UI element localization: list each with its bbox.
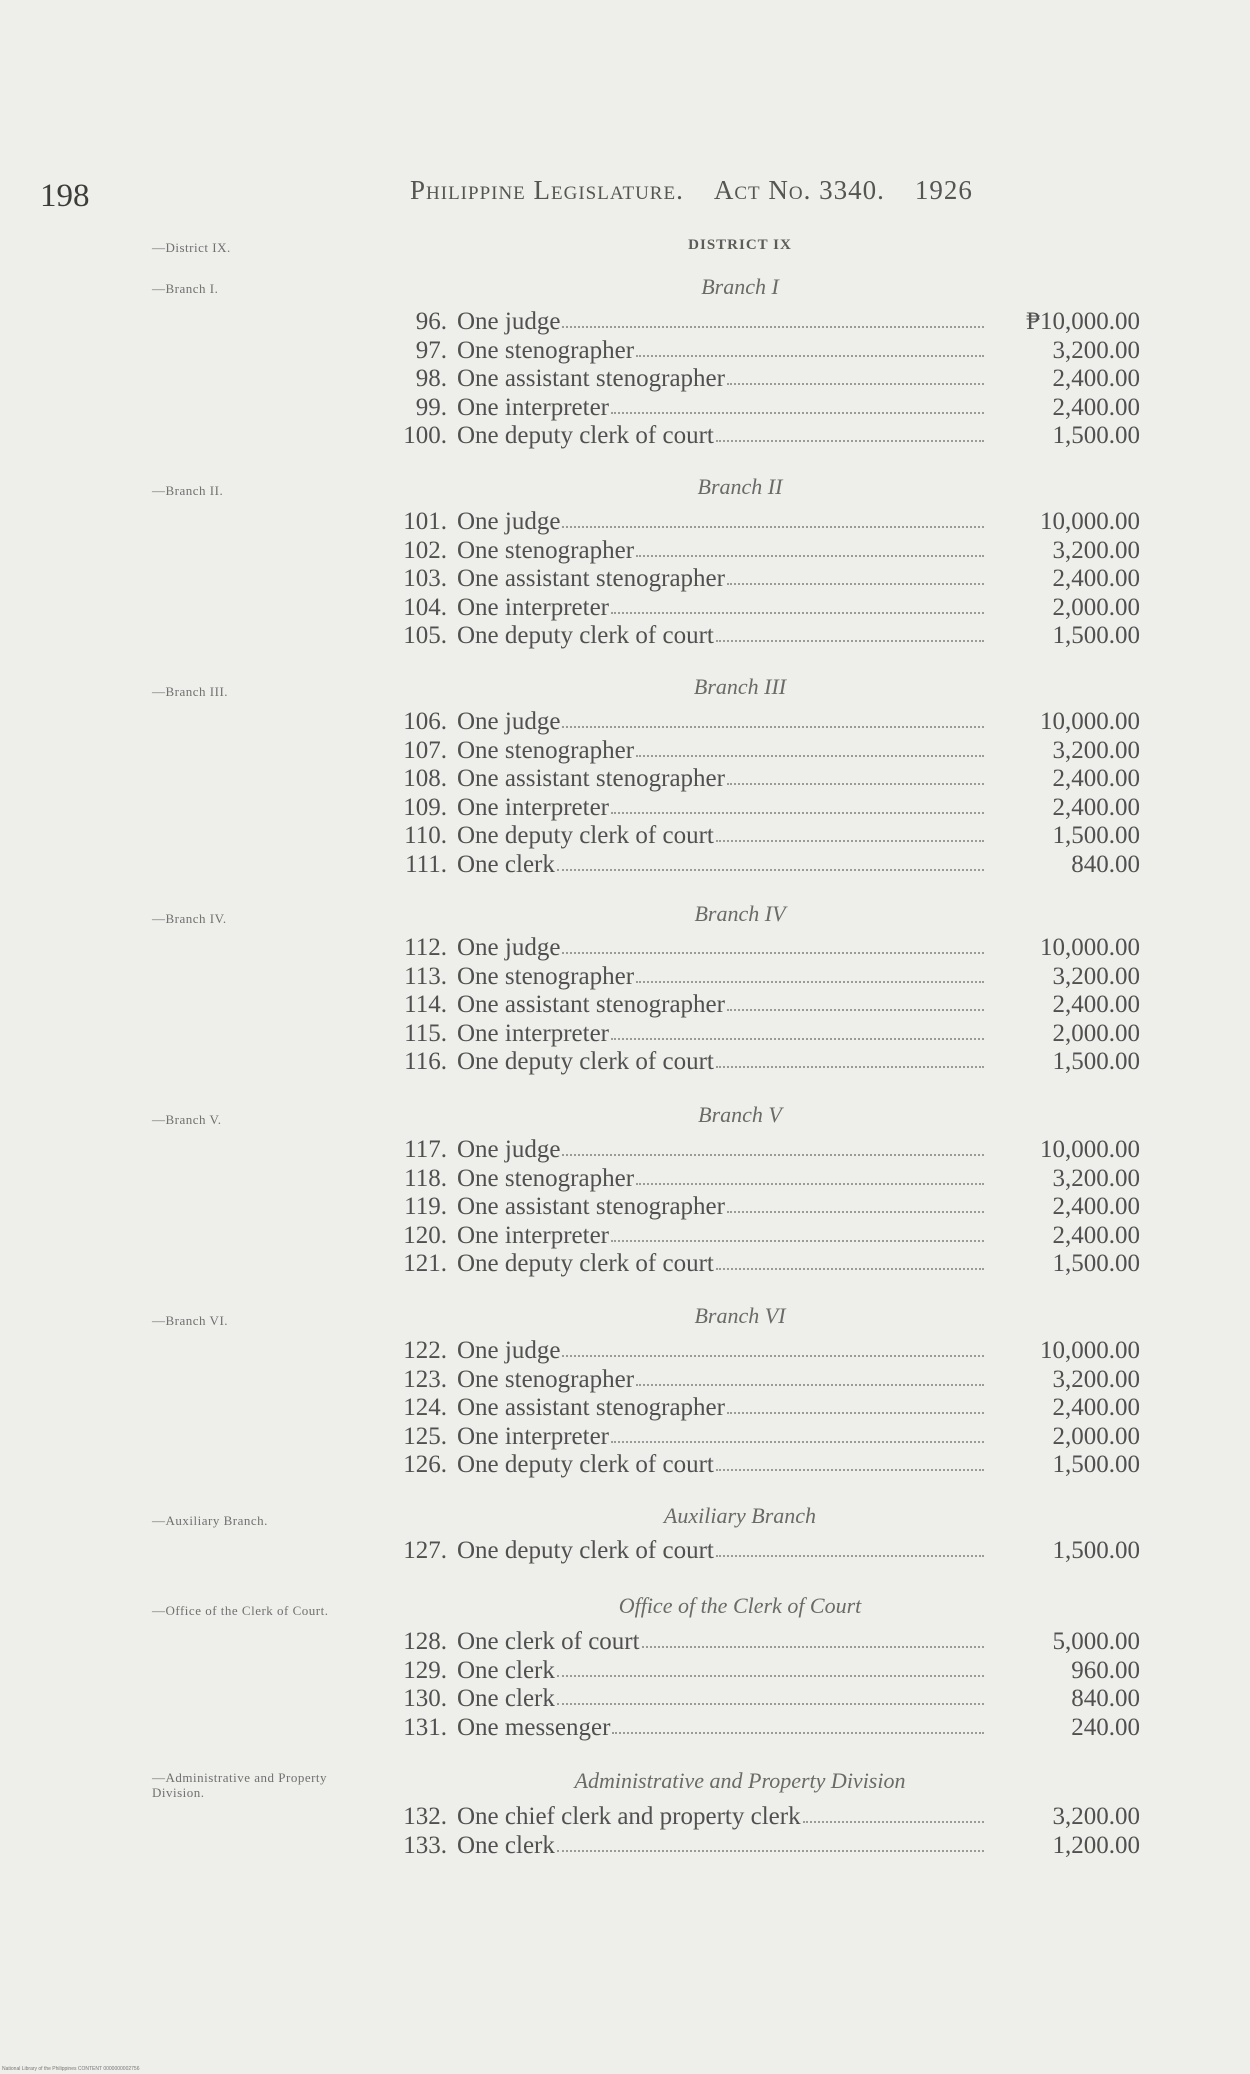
position-row [380,737,1140,766]
position-title: One assistant stenographer [457,565,725,592]
salary-amount: 2,400.00 [1052,793,1140,821]
dot-leader [562,1144,984,1156]
salary-amount: 1,500.00 [1052,1451,1140,1478]
position-title: One deputy clerk of court [457,1451,714,1478]
position-title: One interpreter [457,1422,610,1450]
salary-amount: 1,500.00 [1052,622,1140,649]
position-row [380,1657,1140,1686]
salary-amount: 2,400.00 [1052,1221,1140,1249]
item-number: 106. [403,708,447,735]
position-row [380,708,1140,737]
position-row [380,822,1140,851]
scan-footer: National Library of the Philippines CONTENT 0000000002756 [2,2066,140,2072]
position-title: One interpreter [457,1221,610,1249]
item-number: 118. [404,1164,447,1192]
position-title: One stenographer [457,336,635,364]
salary-amount: 2,000.00 [1052,1422,1140,1450]
position-row [380,365,1140,394]
margin-note: —Branch VI. [152,1313,229,1328]
position-title: One interpreter [457,393,610,421]
position-title: One stenographer [457,736,635,764]
position-row [380,1685,1140,1714]
salary-amount: 2,400.00 [1052,991,1140,1018]
salary-amount: 2,000.00 [1052,1019,1140,1047]
salary-amount: 10,000.00 [1040,1136,1140,1163]
item-number: 108. [403,765,447,792]
position-title: One deputy clerk of court [457,1048,714,1075]
item-number: 98. [415,365,447,392]
position-title: One judge [457,508,561,535]
position-row [380,765,1140,794]
position-row [380,1394,1140,1423]
salary-amount: 240.00 [1071,1713,1140,1741]
margin-note: —Branch IV. [152,911,227,926]
item-number: 117. [404,1136,447,1163]
dot-leader [716,1545,984,1557]
item-number: 116. [404,1048,447,1075]
dot-leader [611,402,984,414]
position-row [380,1628,1140,1657]
section-heading: Office of the Clerk of Court [618,1593,862,1618]
section-heading: Branch I [701,274,779,299]
margin-note: —Office of the Clerk of Court. [152,1603,329,1618]
position-title: One clerk of court [457,1628,640,1655]
item-number: 128. [403,1628,447,1655]
item-number: 130. [403,1685,447,1712]
margin-note: —Branch II. [152,483,224,498]
dot-leader [562,942,984,954]
item-number: 122. [403,1337,447,1364]
item-number: 125. [403,1422,447,1450]
item-number: 132. [403,1803,447,1830]
item-number: 114. [404,991,447,1018]
dot-leader [727,573,984,585]
position-list [380,1537,1140,1566]
salary-amount: 1,500.00 [1052,1048,1140,1075]
position-title: One judge [457,934,561,961]
item-number: 109. [403,793,447,821]
running-head-act: Act No. 3340. [713,175,885,205]
position-title: One assistant stenographer [457,1394,725,1421]
position-title: One assistant stenographer [457,1193,725,1220]
dot-leader [562,516,984,528]
position-title: One assistant stenographer [457,365,725,392]
dot-leader [716,630,984,642]
salary-amount: 1,500.00 [1052,1250,1140,1277]
position-row [380,963,1140,992]
position-title: One deputy clerk of court [457,1537,714,1564]
dot-leader [727,1402,984,1414]
item-number: 133. [403,1831,447,1859]
position-row [380,1020,1140,1049]
item-number: 101. [403,508,447,535]
salary-amount: 10,000.00 [1040,1337,1140,1364]
position-row [380,337,1140,366]
section-heading: Administrative and Property Division [574,1768,906,1793]
section-heading: Branch II [697,474,783,499]
item-number: 112. [404,934,447,961]
salary-amount: 3,200.00 [1052,736,1140,764]
dot-leader [727,373,984,385]
salary-amount: 1,500.00 [1052,422,1140,449]
salary-amount: 2,400.00 [1052,565,1140,592]
dot-leader [727,773,984,785]
salary-amount: 10,000.00 [1040,708,1140,735]
salary-amount: 5,000.00 [1052,1628,1140,1655]
dot-leader [611,1028,984,1040]
salary-amount: ₱10,000.00 [1026,308,1140,335]
position-title: One interpreter [457,593,610,621]
position-title: One clerk [457,1656,555,1684]
position-list [380,708,1140,879]
item-number: 131. [403,1713,447,1741]
salary-amount: 10,000.00 [1040,508,1140,535]
position-row [380,1714,1140,1743]
position-title: One clerk [457,850,555,878]
position-list [380,1337,1140,1480]
item-number: 129. [403,1656,447,1684]
position-title: One assistant stenographer [457,765,725,792]
section-heading: DISTRICT IX [688,237,792,253]
dot-leader [557,859,984,871]
salary-amount: 3,200.00 [1052,1365,1140,1393]
item-number: 96. [415,308,447,335]
margin-note: —Branch V. [152,1112,222,1127]
position-list [380,308,1140,451]
dot-leader [611,802,984,814]
position-row [380,1193,1140,1222]
item-number: 111. [405,850,447,878]
item-number: 104. [403,593,447,621]
position-row [380,851,1140,880]
margin-note: —Branch III. [152,684,229,699]
position-title: One judge [457,1337,561,1364]
item-number: 119. [404,1193,447,1220]
item-number: 115. [404,1019,447,1047]
running-head-year: 1926 [914,175,973,205]
position-row [380,934,1140,963]
item-number: 100. [403,422,447,449]
position-list [380,1803,1140,1860]
dot-leader [727,999,984,1011]
item-number: 110. [404,822,447,849]
position-row [380,1451,1140,1480]
position-row [380,1250,1140,1279]
margin-note: —Branch I. [152,281,219,296]
dot-leader [716,830,984,842]
item-number: 103. [403,565,447,592]
salary-amount: 2,400.00 [1052,1394,1140,1421]
position-title: One assistant stenographer [457,991,725,1018]
position-row [380,1222,1140,1251]
position-row [380,1832,1140,1861]
salary-amount: 1,200.00 [1052,1831,1140,1859]
dot-leader [562,1345,984,1357]
dot-leader [611,1230,984,1242]
dot-leader [716,430,984,442]
dot-leader [636,545,984,557]
position-title: One stenographer [457,962,635,990]
dot-leader [636,1173,984,1185]
section-heading: Branch V [698,1102,782,1127]
item-number: 123. [403,1365,447,1393]
salary-amount: 1,500.00 [1052,822,1140,849]
salary-amount: 960.00 [1071,1656,1140,1684]
position-row [380,394,1140,423]
section-heading: Branch VI [694,1303,786,1328]
item-number: 120. [403,1221,447,1249]
position-row [380,1537,1140,1566]
salary-amount: 3,200.00 [1052,536,1140,564]
item-number: 107. [403,736,447,764]
salary-amount: 840.00 [1071,850,1140,878]
dot-leader [642,1636,984,1648]
dot-leader [557,1665,984,1677]
position-list [380,934,1140,1077]
position-list [380,1628,1140,1742]
salary-amount: 2,400.00 [1052,1193,1140,1220]
dot-leader [562,716,984,728]
position-row [380,1337,1140,1366]
position-row [380,1423,1140,1452]
position-title: One chief clerk and property clerk [457,1803,801,1830]
dot-leader [636,1374,984,1386]
position-title: One judge [457,1136,561,1163]
position-row [380,1366,1140,1395]
position-title: One stenographer [457,1164,635,1192]
position-row [380,622,1140,651]
item-number: 97. [415,336,447,364]
dot-leader [611,1431,984,1443]
position-title: One judge [457,708,561,735]
position-title: One clerk [457,1831,555,1859]
margin-note: —Auxiliary Branch. [152,1513,268,1528]
running-head-title: Philippine Legislature. [410,175,684,205]
position-list [380,1136,1140,1279]
position-row [380,565,1140,594]
salary-amount: 2,000.00 [1052,593,1140,621]
dot-leader [727,1201,984,1213]
dot-leader [562,316,984,328]
position-list [380,508,1140,651]
dot-leader [636,745,984,757]
section-heading: Branch IV [694,901,786,926]
salary-amount: 2,400.00 [1052,365,1140,392]
position-title: One messenger [457,1713,611,1741]
dot-leader [611,602,984,614]
page-number: 198 [40,178,90,214]
position-title: One deputy clerk of court [457,822,714,849]
item-number: 102. [403,536,447,564]
position-row [380,1136,1140,1165]
position-title: One stenographer [457,1365,635,1393]
section-heading: Auxiliary Branch [663,1503,817,1528]
item-number: 105. [403,622,447,649]
running-head [410,175,973,206]
dot-leader [716,1056,984,1068]
position-title: One deputy clerk of court [457,1250,714,1277]
position-row [380,794,1140,823]
dot-leader [716,1258,984,1270]
salary-amount: 3,200.00 [1052,1803,1140,1830]
item-number: 127. [403,1537,447,1564]
margin-note: —Administrative and Property Division. [152,1770,328,1800]
position-row [380,508,1140,537]
dot-leader [557,1840,984,1852]
dot-leader [636,971,984,983]
position-title: One judge [457,308,561,335]
margin-note: —District IX. [152,240,231,255]
item-number: 99. [415,393,447,421]
salary-amount: 3,200.00 [1052,962,1140,990]
position-row [380,422,1140,451]
position-title: One interpreter [457,793,610,821]
salary-amount: 3,200.00 [1052,336,1140,364]
position-title: One clerk [457,1685,555,1712]
salary-amount: 2,400.00 [1052,765,1140,792]
salary-amount: 1,500.00 [1052,1537,1140,1564]
salary-amount: 10,000.00 [1040,934,1140,961]
position-row [380,537,1140,566]
position-title: One deputy clerk of court [457,422,714,449]
salary-amount: 840.00 [1071,1685,1140,1712]
position-row [380,1165,1140,1194]
item-number: 113. [404,962,447,990]
position-row [380,1048,1140,1077]
position-title: One stenographer [457,536,635,564]
item-number: 124. [403,1394,447,1421]
dot-leader [557,1693,984,1705]
item-number: 126. [403,1451,447,1478]
dot-leader [716,1459,984,1471]
position-title: One interpreter [457,1019,610,1047]
dot-leader [636,345,984,357]
dot-leader [803,1811,984,1823]
salary-amount: 2,400.00 [1052,393,1140,421]
dot-leader [612,1722,984,1734]
position-row [380,308,1140,337]
position-row [380,594,1140,623]
position-title: One deputy clerk of court [457,622,714,649]
position-row [380,991,1140,1020]
section-heading: Branch III [693,674,787,699]
item-number: 121. [403,1250,447,1277]
salary-amount: 3,200.00 [1052,1164,1140,1192]
position-row [380,1803,1140,1832]
